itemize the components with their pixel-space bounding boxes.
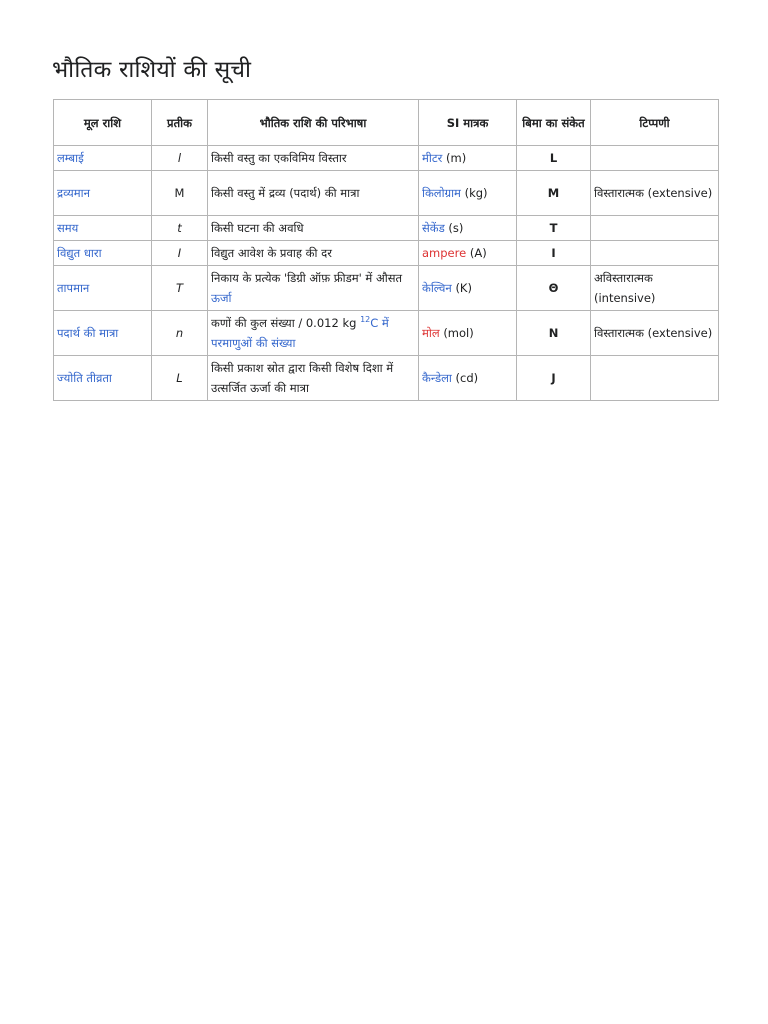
header-note: टिप्पणी <box>591 100 719 146</box>
dimension-cell: I <box>517 241 591 266</box>
unit-abbr: (A) <box>469 246 487 260</box>
unit-link[interactable]: कैन्डेला <box>422 371 452 385</box>
definition-cell <box>208 171 419 216</box>
dimension-cell: J <box>517 356 591 401</box>
table-row <box>54 266 719 311</box>
note-cell: विस्तारात्मक (extensive) <box>591 311 719 356</box>
unit-cell <box>419 171 517 216</box>
unit-abbr: (s) <box>448 221 464 235</box>
unit-link[interactable]: मीटर <box>422 151 443 165</box>
header-si-unit: SI मात्रक <box>419 100 517 146</box>
unit-cell <box>419 356 517 401</box>
unit-abbr: (m) <box>446 151 467 165</box>
page-title: भौतिक राशियों की सूची <box>52 57 252 83</box>
symbol-cell: l <box>152 146 208 171</box>
quantity-link[interactable]: द्रव्यमान <box>57 186 90 200</box>
symbol-cell: L <box>152 356 208 401</box>
table-header-row <box>54 100 719 146</box>
table-row <box>54 216 719 241</box>
quantity-link[interactable]: लम्बाई <box>57 151 84 165</box>
unit-link[interactable]: किलोग्राम <box>422 186 461 200</box>
symbol-cell: I <box>152 241 208 266</box>
definition-cell <box>208 241 419 266</box>
definition-cell <box>208 216 419 241</box>
isotope-superscript: 12 <box>360 315 371 325</box>
unit-cell <box>419 311 517 356</box>
dimension-cell: T <box>517 216 591 241</box>
header-symbol: प्रतीक <box>152 100 208 146</box>
table-row <box>54 171 719 216</box>
table-row <box>54 146 719 171</box>
unit-abbr: (kg) <box>464 186 488 200</box>
table-row <box>54 311 719 356</box>
table-row <box>54 241 719 266</box>
symbol-cell: n <box>152 311 208 356</box>
unit-link[interactable]: केल्विन <box>422 281 452 295</box>
quantity-link[interactable]: पदार्थ की मात्रा <box>57 326 119 340</box>
definition-text: किसी वस्तु का एकविमिय विस्तार <box>211 151 347 165</box>
unit-cell <box>419 266 517 311</box>
symbol-cell: M <box>152 171 208 216</box>
unit-link[interactable]: सेकेंड <box>422 221 445 235</box>
definition-text: विद्युत आवेश के प्रवाह की दर <box>211 246 332 260</box>
definition-text: किसी प्रकाश स्रोत द्वारा किसी विशेष दिशा में उत्सर्जित ऊर्जा की मात्रा <box>211 361 394 395</box>
definition-link-text: C में परमाणुओं की संख्या <box>211 316 389 350</box>
table-row <box>54 356 719 401</box>
definition-text: किसी घटना की अवधि <box>211 221 304 235</box>
definition-text: किसी वस्तु में द्रव्य (पदार्थ) की मात्रा <box>211 186 360 200</box>
note-cell <box>591 216 719 241</box>
quantities-table <box>53 99 719 401</box>
note-cell: अविस्तारात्मक (intensive) <box>591 266 719 311</box>
header-dimension: बिमा का संकेत <box>517 100 591 146</box>
quantity-link[interactable]: समय <box>57 221 79 235</box>
unit-abbr: (mol) <box>443 326 474 340</box>
unit-cell <box>419 241 517 266</box>
symbol-cell: T <box>152 266 208 311</box>
dimension-cell: N <box>517 311 591 356</box>
definition-cell <box>208 311 419 356</box>
definition-cell <box>208 356 419 401</box>
note-cell: विस्तारात्मक (extensive) <box>591 171 719 216</box>
dimension-cell: M <box>517 171 591 216</box>
dimension-cell: L <box>517 146 591 171</box>
quantity-link[interactable]: ज्योति तीव्रता <box>57 371 112 385</box>
unit-red-link[interactable]: मोल <box>422 326 440 340</box>
definition-link[interactable]: ऊर्जा <box>211 291 232 305</box>
quantity-link[interactable]: विद्युत धारा <box>57 246 102 260</box>
unit-red-link[interactable]: ampere <box>422 246 467 260</box>
symbol-cell: t <box>152 216 208 241</box>
unit-cell <box>419 216 517 241</box>
dimension-cell: Θ <box>517 266 591 311</box>
definition-cell <box>208 146 419 171</box>
unit-abbr: (K) <box>455 281 472 295</box>
note-cell <box>591 146 719 171</box>
note-cell <box>591 356 719 401</box>
definition-text: निकाय के प्रत्येक 'डिग्री ऑफ़ फ्रीडम' में औसत <box>211 271 403 285</box>
header-quantity: मूल राशि <box>54 100 152 146</box>
header-definition: भौतिक राशि की परिभाषा <box>208 100 419 146</box>
definition-cell <box>208 266 419 311</box>
note-cell <box>591 241 719 266</box>
definition-text: कणों की कुल संख्या / 0.012 kg <box>211 316 357 330</box>
unit-cell <box>419 146 517 171</box>
unit-abbr: (cd) <box>455 371 479 385</box>
quantity-link[interactable]: तापमान <box>57 281 90 295</box>
